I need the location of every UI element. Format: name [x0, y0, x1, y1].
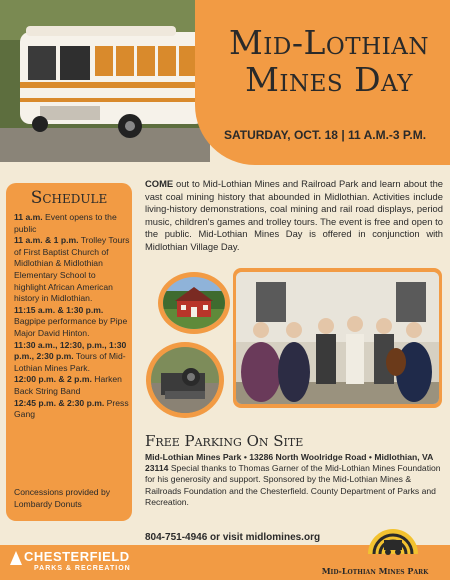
- machinery-photo: [151, 347, 219, 413]
- band-photo: [236, 272, 439, 404]
- page-title: [214, 24, 444, 98]
- title-line-2: Mines Day: [245, 60, 413, 99]
- intro-lead: COME: [145, 178, 174, 189]
- intro-paragraph: [145, 178, 443, 254]
- header: [0, 0, 450, 165]
- chesterfield-subtitle: PARKS & RECREATION: [34, 565, 131, 572]
- trolley-photo: [0, 0, 210, 162]
- schedule-time: 12:00 p.m. & 2 p.m.: [14, 374, 92, 385]
- concessions-note: Concessions provided by Lombardy Donuts: [14, 487, 111, 509]
- schedule-item: [14, 340, 130, 375]
- schedule-text: Harken Back String Band: [14, 374, 122, 396]
- schedule-text: Bagpipe performance by Pipe Major David Hinton.: [14, 316, 128, 338]
- schedule-item: [14, 305, 130, 340]
- intro-text: out to Mid-Lothian Mines and Railroad Park and learn about the vast coal mining history that abounded in Midlothian. Activities include living-history demonstrations, coal mining and rail road displays, period music, children's games and trolley tours. The event is free and open to the public. Mid-Lothian Mines Day is offered in conjunction with Midlothian Village Day.: [145, 178, 443, 252]
- mines-park-logo-icon: [362, 510, 424, 556]
- schoolhouse-photo: [163, 277, 225, 329]
- schedule-text: Tours of Mid-Lothian Mines Park.: [14, 351, 126, 373]
- schedule-item: [14, 374, 130, 397]
- schedule-list: [14, 212, 130, 421]
- schedule-text: Event opens to the public: [14, 212, 117, 234]
- park-address: Mid-Lothian Mines Park • 13286 North Woolridge Road • Midlothian, VA 23114: [145, 452, 434, 474]
- schedule-time: 11 a.m.: [14, 212, 43, 222]
- schedule-time: 11:15 a.m. & 1:30 p.m.: [14, 304, 104, 315]
- schedule-title: Schedule: [30, 188, 108, 208]
- contact-line: 804-751-4946 or visit midlomines.org: [145, 532, 321, 543]
- schedule-time: 11:30 a.m., 12:30, p.m., 1:30 p.m., 2:30 p.m.: [14, 339, 127, 362]
- schedule-time: 12:45 p.m. & 2:30 p.m.: [14, 397, 105, 408]
- schedule-item: [14, 235, 130, 305]
- mines-park-logo-text: Mid-Lothian Mines Park: [321, 566, 429, 576]
- schedule-item: [14, 398, 130, 421]
- event-date: SATURDAY, OCT. 18 | 11 A.M.-3 P.M.: [223, 128, 427, 142]
- chesterfield-name: CHESTERFIELD: [24, 549, 130, 564]
- schedule-item: [14, 212, 130, 235]
- schedule-text: Press Gang: [14, 397, 129, 420]
- parking-title: Free Parking On Site: [145, 432, 304, 450]
- title-line-1: Mid-Lothian: [229, 23, 429, 62]
- schedule-time: 11 a.m. & 1 p.m.: [14, 235, 79, 246]
- parking-text: Special thanks to Thomas Garner of the Mid-Lothian Mines Foundation for his generosity and support. Sponsored by the Mid-Lothian Mines & Railroads Foundation and the Chesterfield. County Department of Parks and Recreation.: [145, 463, 441, 507]
- schedule-text: Trolley Tours of First Baptist Church of Midlothian & Midlothian Elementary School to highlight African American history in Midlothian.: [14, 235, 130, 304]
- chesterfield-logo-icon: [8, 549, 24, 567]
- parking-paragraph: [145, 452, 445, 508]
